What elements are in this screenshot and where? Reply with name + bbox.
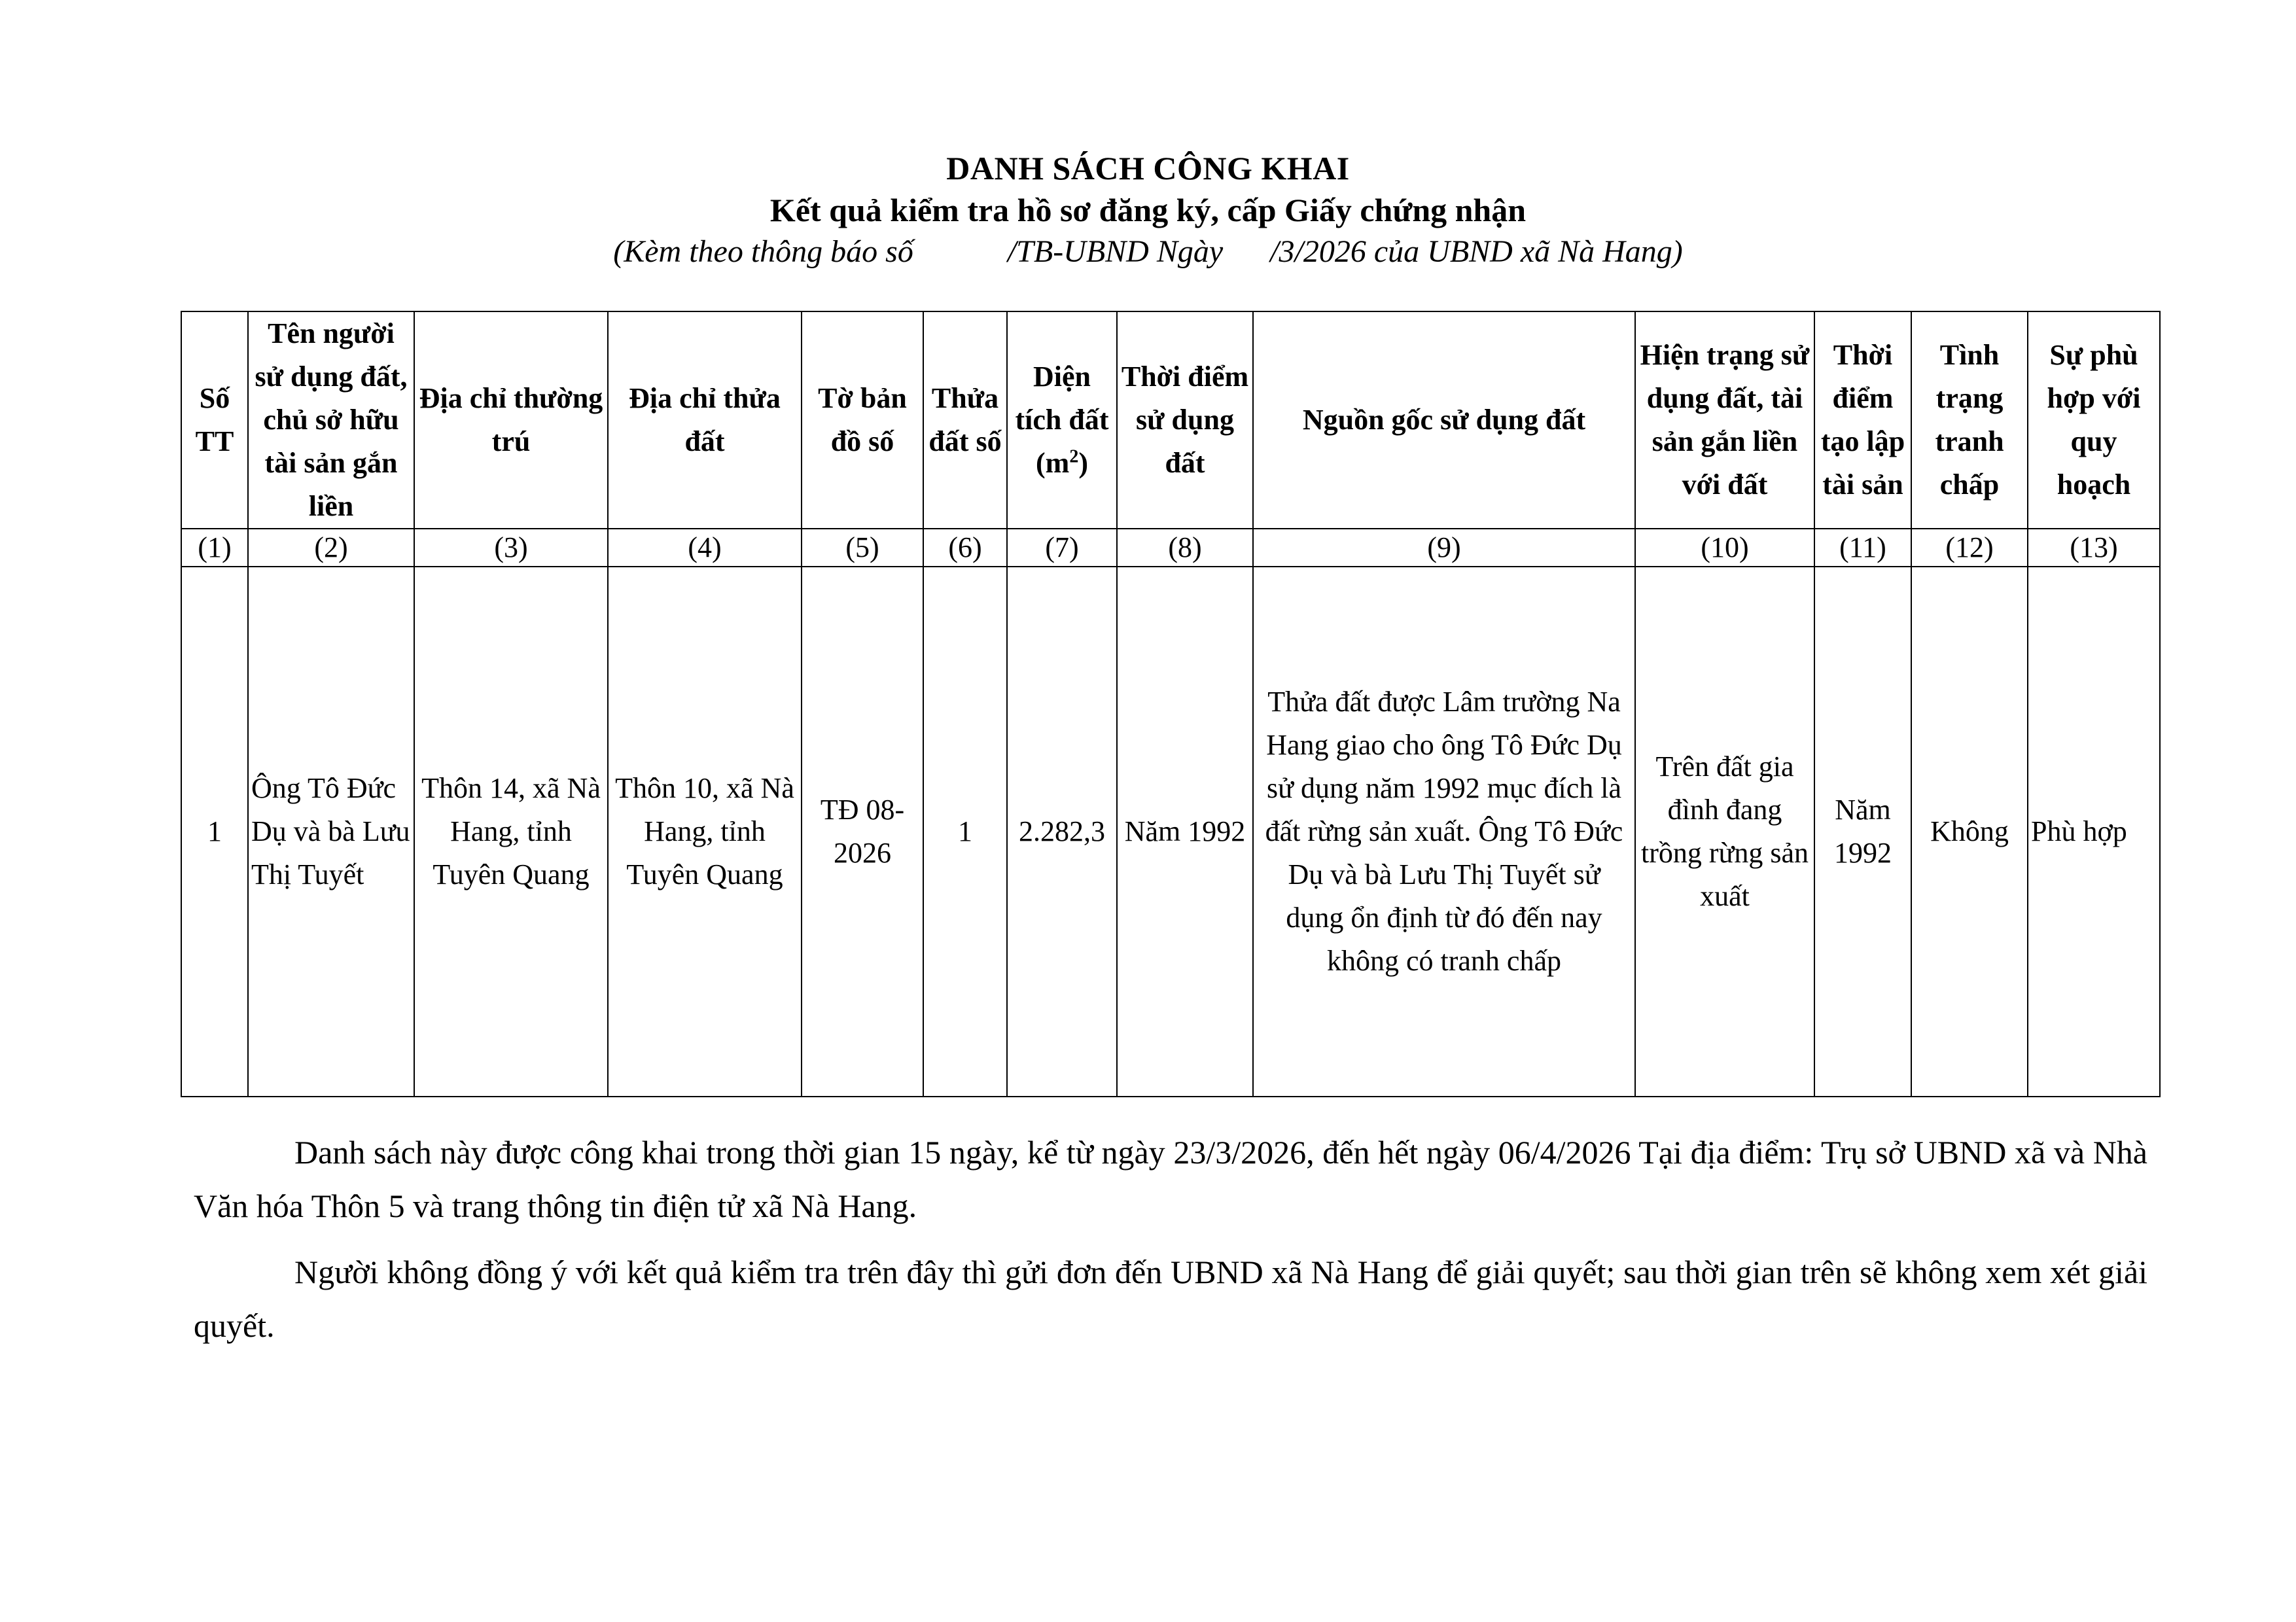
col-header-origin: Nguồn gốc sử dụng đất — [1253, 311, 1635, 529]
table-header-row — [181, 311, 2160, 529]
col-header-planning: Sự phù hợp với quy hoạch — [2028, 311, 2160, 529]
col-number: (6) — [923, 529, 1007, 567]
area-unit-close: ) — [1078, 447, 1088, 479]
col-number: (1) — [181, 529, 248, 567]
col-number: (8) — [1117, 529, 1253, 567]
col-header-parcel-no: Thửa đất số — [923, 311, 1007, 529]
document-title: DANH SÁCH CÔNG KHAI — [946, 150, 1350, 186]
col-number: (9) — [1253, 529, 1635, 567]
cell-stt: 1 — [181, 567, 248, 1097]
note-paragraph-publication: Danh sách này được công khai trong thời gian 15 ngày, kể từ ngày 23/3/2026, đến hết ngày 06/4/2026 Tại địa điểm: Trụ sở UBND xã và Nhà Văn hóa Thôn 5 và trang thông tin điện tử xã Nà Hang. — [194, 1134, 2147, 1224]
document-reference — [0, 234, 2296, 270]
cell-parcel-address: Thôn 10, xã Nà Hang, tỉnh Tuyên Quang — [608, 567, 802, 1097]
col-header-current-status: Hiện trạng sử dụng đất, tài sản gắn liền với đất — [1635, 311, 1814, 529]
cell-asset-time: Năm 1992 — [1814, 567, 1911, 1097]
cell-parcel-no: 1 — [923, 567, 1007, 1097]
table-row — [181, 567, 2160, 1097]
col-header-use-time: Thời điểm sử dụng đất — [1117, 311, 1253, 529]
col-header-asset-time: Thời điểm tạo lập tài sản — [1814, 311, 1911, 529]
col-number: (13) — [2028, 529, 2160, 567]
col-number: (2) — [248, 529, 414, 567]
cell-owner: Ông Tô Đức Dụ và bà Lưu Thị Tuyết — [248, 567, 414, 1097]
document-subtitle: Kết quả kiểm tra hồ sơ đăng ký, cấp Giấy chứng nhận — [769, 192, 1527, 228]
reference-part-2: /TB-UBND Ngày — [1007, 234, 1224, 269]
area-header-text: Diện tích đất (m — [1015, 361, 1109, 479]
col-number: (4) — [608, 529, 802, 567]
cell-use-time: Năm 1992 — [1117, 567, 1253, 1097]
reference-gap-2 — [1223, 234, 1270, 269]
area-unit-superscript: 2 — [1069, 446, 1079, 467]
col-number: (3) — [414, 529, 608, 567]
col-number: (7) — [1007, 529, 1117, 567]
cell-area: 2.282,3 — [1007, 567, 1117, 1097]
col-header-owner: Tên người sử dụng đất, chủ sở hữu tài sản gắn liền — [248, 311, 414, 529]
col-header-residence: Địa chỉ thường trú — [414, 311, 608, 529]
result-table — [181, 311, 2161, 1097]
cell-residence-address: Thôn 14, xã Nà Hang, tỉnh Tuyên Quang — [414, 567, 608, 1097]
note-paragraph-objection: Người không đồng ý với kết quả kiểm tra trên đây thì gửi đơn đến UBND xã Nà Hang để giải quyết; sau thời gian trên sẽ không xem xét giải quyết. — [194, 1254, 2147, 1344]
reference-part-3: /3/2026 của UBND xã Nà Hang) — [1270, 234, 1683, 269]
col-header-parcel-address: Địa chỉ thửa đất — [608, 311, 802, 529]
col-header-area — [1007, 311, 1117, 529]
col-number: (11) — [1814, 529, 1911, 567]
col-header-map-sheet: Tờ bản đồ số — [802, 311, 923, 529]
cell-origin: Thửa đất được Lâm trường Na Hang giao cho ông Tô Đức Dụ sử dụng năm 1992 mục đích là đất rừng sản xuất. Ông Tô Đức Dụ và bà Lưu Thị Tuyết sử dụng ổn định từ đó đến nay không có tranh chấp — [1253, 567, 1635, 1097]
reference-gap-1 — [913, 234, 1008, 269]
reference-part-1: (Kèm theo thông báo số — [613, 234, 913, 269]
col-header-stt: Số TT — [181, 311, 248, 529]
cell-planning: Phù hợp — [2028, 567, 2160, 1097]
table-column-number-row — [181, 529, 2160, 567]
cell-dispute: Không — [1911, 567, 2028, 1097]
col-number: (5) — [802, 529, 923, 567]
col-number: (10) — [1635, 529, 1814, 567]
cell-map-sheet: TĐ 08-2026 — [802, 567, 923, 1097]
cell-current-status: Trên đất gia đình đang trồng rừng sản xuất — [1635, 567, 1814, 1097]
col-header-dispute: Tình trạng tranh chấp — [1911, 311, 2028, 529]
col-number: (12) — [1911, 529, 2028, 567]
